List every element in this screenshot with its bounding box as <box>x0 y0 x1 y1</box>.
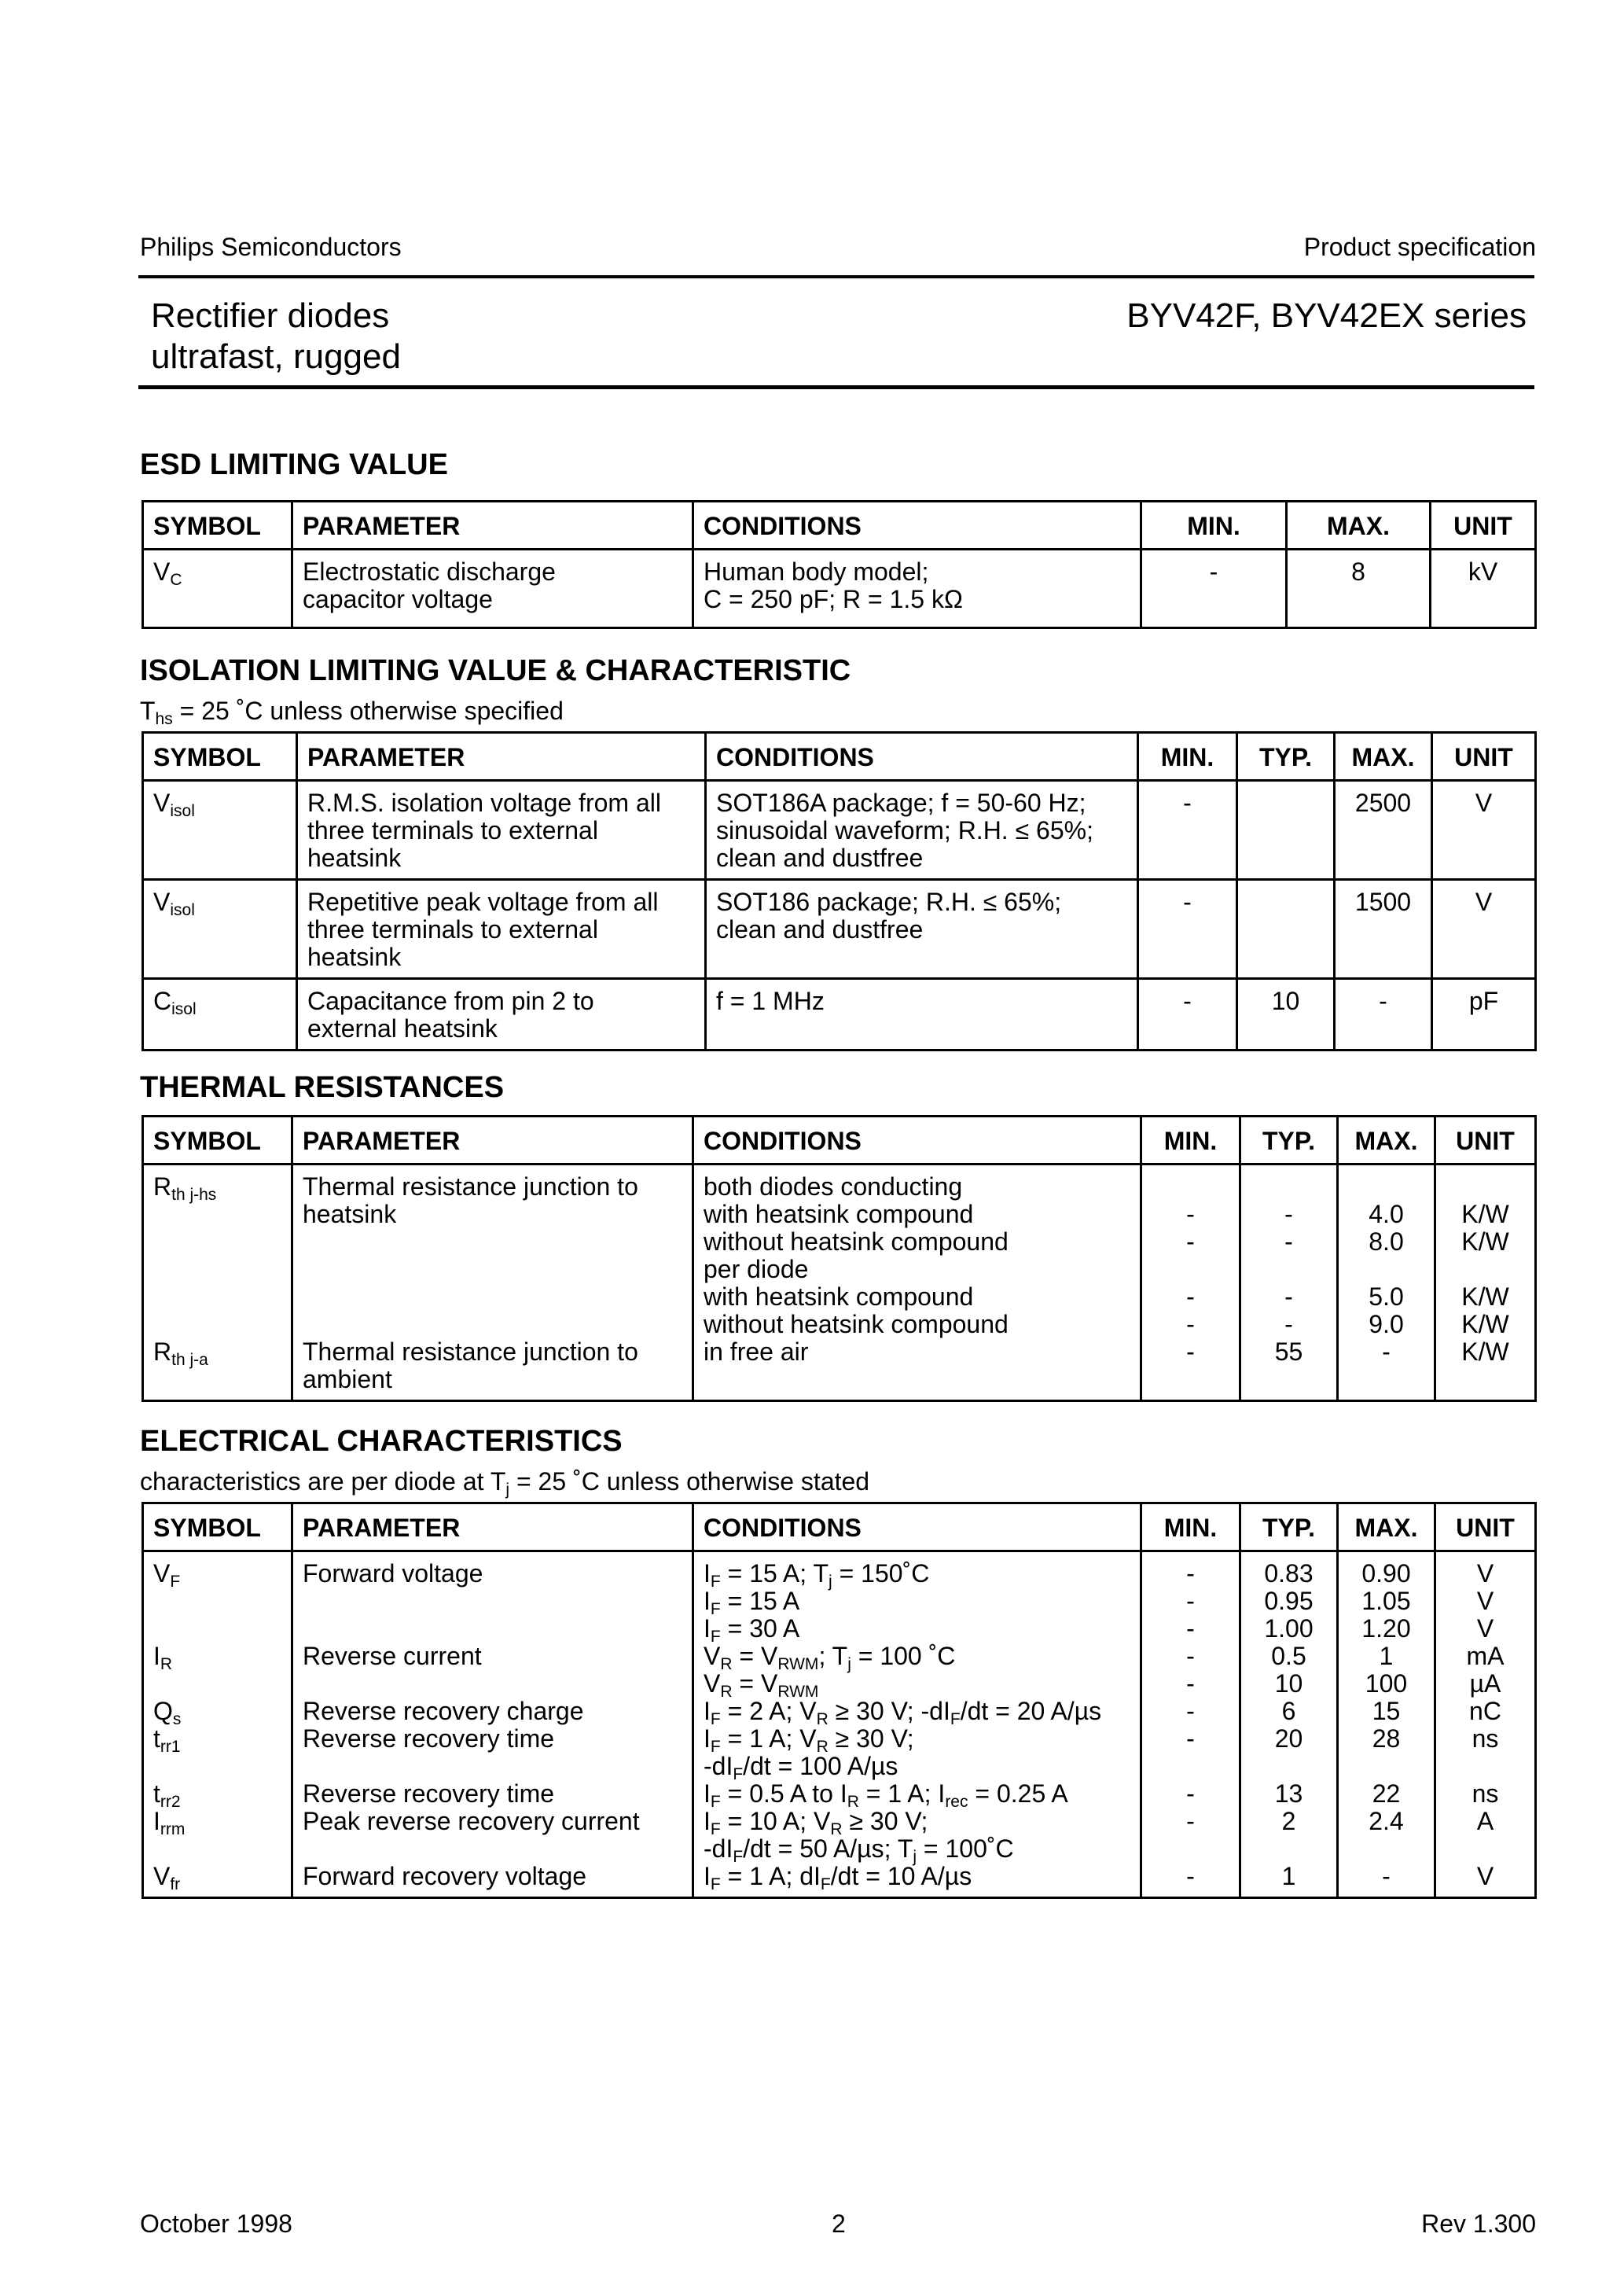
electrical-symbols <box>143 1551 292 1898</box>
electrical-condition: $I_F = 0.5$ A to $I_R = 1$ A; $I_{rec} = 0.25$ A <box>704 1779 1068 1811</box>
column-header: MIN. <box>1141 502 1287 550</box>
electrical-symbol: $Q_s$ <box>153 1697 182 1728</box>
column-header: UNIT <box>1435 1503 1536 1551</box>
isolation-symbol: $C_{isol}$ <box>143 979 297 1050</box>
electrical-condition: $I_F = 1$ A; $dI_F/dt = 10$ A/µs <box>704 1862 972 1893</box>
esd-parameter: Electrostatic discharge capacitor voltage <box>292 550 693 628</box>
electrical-symbol: $I_R$ <box>153 1642 173 1673</box>
isolation-min: - <box>1138 781 1237 880</box>
thermal-unit: K/W K/W K/W K/W K/W <box>1435 1165 1536 1401</box>
column-header: PARAMETER <box>292 1117 693 1165</box>
thermal-section-title: THERMAL RESISTANCES <box>140 1071 505 1104</box>
column-header: MIN. <box>1138 733 1237 781</box>
thermal-min: - - - - - <box>1141 1165 1240 1401</box>
electrical-row <box>143 1551 1536 1898</box>
column-header: MAX. <box>1335 733 1432 781</box>
column-header: MAX. <box>1287 502 1431 550</box>
column-header: PARAMETER <box>297 733 706 781</box>
isolation-header-row <box>143 733 1536 781</box>
thermal-parameters: Thermal resistance junction to heatsink Thermal resistance junction to ambient <box>292 1165 693 1401</box>
electrical-typ: 0.83 0.95 1.00 0.5 10 6 20 13 2 1 <box>1240 1551 1338 1898</box>
esd-unit: kV <box>1431 550 1536 628</box>
isolation-min: - <box>1138 880 1237 979</box>
thermal-header-row <box>143 1117 1536 1165</box>
column-header: SYMBOL <box>143 1117 292 1165</box>
electrical-condition-note: characteristics are per diode at $T_j = 25$ ˚C unless otherwise stated <box>140 1467 870 1499</box>
esd-row <box>143 550 1536 628</box>
electrical-max: 0.90 1.05 1.20 1 100 15 28 22 2.4 - <box>1338 1551 1435 1898</box>
isolation-parameter: Repetitive peak voltage from all three terminals to external heatsink <box>297 880 706 979</box>
electrical-condition: $-dI_F/dt = 50$ A/µs; $T_j$ = 100˚C <box>704 1834 1014 1866</box>
thermal-conditions: both diodes conducting with heatsink compound without heatsink compound per diode with heatsink compound without heatsink compound in free air <box>693 1165 1141 1401</box>
electrical-symbol: $I_{rrm}$ <box>153 1807 186 1838</box>
footer-date: October 1998 <box>140 2210 292 2238</box>
column-header: PARAMETER <box>292 502 693 550</box>
esd-header-row <box>143 502 1536 550</box>
isolation-max: 2500 <box>1335 781 1432 880</box>
column-header: TYP. <box>1240 1117 1338 1165</box>
column-header: MIN. <box>1141 1117 1240 1165</box>
column-header: CONDITIONS <box>693 1117 1141 1165</box>
isolation-typ: 10 <box>1237 979 1335 1050</box>
column-header: MIN. <box>1141 1503 1240 1551</box>
isolation-conditions: SOT186 package; R.H. ≤ 65%; clean and dustfree <box>706 880 1138 979</box>
electrical-symbol: $V_F$ <box>153 1559 181 1591</box>
electrical-symbol: $t_{rr2}$ <box>153 1779 181 1811</box>
header-rule-bottom <box>138 385 1534 389</box>
product-title-line1: Rectifier diodes <box>151 296 390 335</box>
footer-revision: Rev 1.300 <box>1421 2210 1536 2238</box>
esd-min: - <box>1141 550 1287 628</box>
isolation-table <box>141 731 1537 1051</box>
thermal-symbols: $R_{th j-hs}$ $R_{th j-a}$ <box>143 1165 292 1401</box>
column-header: UNIT <box>1431 502 1536 550</box>
isolation-min: - <box>1138 979 1237 1050</box>
electrical-symbol: $t_{rr1}$ <box>153 1724 181 1756</box>
column-header: CONDITIONS <box>693 502 1141 550</box>
isolation-condition-note: $T_{hs} = 25$ ˚C unless otherwise specified <box>140 697 564 728</box>
electrical-section-title: ELECTRICAL CHARACTERISTICS <box>140 1425 623 1458</box>
isolation-row <box>143 880 1536 979</box>
thermal-table <box>141 1115 1537 1402</box>
isolation-symbol: $V_{isol}$ <box>143 781 297 880</box>
electrical-condition: $I_F = 15$ A <box>704 1587 800 1618</box>
electrical-parameters: Forward voltage Reverse current Reverse recovery charge Reverse recovery time Reverse recovery time Peak reverse recovery current Forward recovery voltage <box>292 1551 693 1898</box>
electrical-condition: $V_R = V_{RWM}$; $T_j = 100$ ˚C <box>704 1642 956 1673</box>
document-type: Product specification <box>1303 233 1536 261</box>
electrical-condition: $I_F = 15$ A; $T_j$ = 150˚C <box>704 1559 930 1591</box>
isolation-conditions: SOT186A package; f = 50-60 Hz; sinusoidal waveform; R.H. ≤ 65%; clean and dustfree <box>706 781 1138 880</box>
column-header: MAX. <box>1338 1117 1435 1165</box>
isolation-unit: pF <box>1432 979 1536 1050</box>
column-header: PARAMETER <box>292 1503 693 1551</box>
isolation-unit: V <box>1432 781 1536 880</box>
column-header: SYMBOL <box>143 1503 292 1551</box>
isolation-conditions: f = 1 MHz <box>706 979 1138 1050</box>
isolation-max: - <box>1335 979 1432 1050</box>
electrical-conditions <box>693 1551 1141 1898</box>
isolation-typ <box>1237 781 1335 880</box>
column-header: MAX. <box>1338 1503 1435 1551</box>
electrical-min: - - - - - - - - - - <box>1141 1551 1240 1898</box>
esd-symbol: $V_C$ <box>143 550 292 628</box>
thermal-row <box>143 1165 1536 1401</box>
electrical-condition: $I_F = 2$ A; $V_R \ge 30$ V; $-dI_F/dt = 20$ A/µs <box>704 1697 1102 1728</box>
column-header: TYP. <box>1237 733 1335 781</box>
electrical-header-row <box>143 1503 1536 1551</box>
isolation-typ <box>1237 880 1335 979</box>
footer-page-number: 2 <box>832 2210 846 2238</box>
column-header: UNIT <box>1432 733 1536 781</box>
header-rule-top <box>138 275 1534 278</box>
electrical-table <box>141 1502 1537 1899</box>
isolation-row <box>143 979 1536 1050</box>
product-title-line2: ultrafast, rugged <box>151 337 401 376</box>
electrical-condition: $V_R = V_{RWM}$ <box>704 1669 819 1701</box>
column-header: SYMBOL <box>143 502 292 550</box>
esd-table <box>141 500 1537 629</box>
electrical-condition: $-dI_F/dt = 100$ A/µs <box>704 1752 898 1783</box>
column-header: CONDITIONS <box>693 1503 1141 1551</box>
electrical-condition: $I_F = 1$ A; $V_R \ge 30$ V; <box>704 1724 914 1756</box>
isolation-max: 1500 <box>1335 880 1432 979</box>
column-header: SYMBOL <box>143 733 297 781</box>
electrical-condition: $I_F = 30$ A <box>704 1614 800 1646</box>
product-title <box>151 296 401 377</box>
column-header: TYP. <box>1240 1503 1338 1551</box>
column-header: CONDITIONS <box>706 733 1138 781</box>
electrical-condition: $I_F = 10$ A; $V_R \ge 30$ V; <box>704 1807 928 1838</box>
isolation-row <box>143 781 1536 880</box>
isolation-parameter: Capacitance from pin 2 to external heatsink <box>297 979 706 1050</box>
isolation-unit: V <box>1432 880 1536 979</box>
electrical-unit: V V V mA µA nC ns ns A V <box>1435 1551 1536 1898</box>
esd-max: 8 <box>1287 550 1431 628</box>
isolation-symbol: $V_{isol}$ <box>143 880 297 979</box>
thermal-typ: - - - - 55 <box>1240 1165 1338 1401</box>
isolation-parameter: R.M.S. isolation voltage from all three terminals to external heatsink <box>297 781 706 880</box>
esd-section-title: ESD LIMITING VALUE <box>140 448 448 481</box>
company-name: Philips Semiconductors <box>140 233 402 261</box>
electrical-symbol: $V_{fr}$ <box>153 1862 181 1893</box>
column-header: UNIT <box>1435 1117 1536 1165</box>
thermal-max: 4.0 8.0 5.0 9.0 - <box>1338 1165 1435 1401</box>
esd-conditions: Human body model; C = 250 pF; R = 1.5 kΩ <box>693 550 1141 628</box>
isolation-section-title: ISOLATION LIMITING VALUE & CHARACTERISTIC <box>140 654 851 687</box>
series-name: BYV42F, BYV42EX series <box>1126 296 1527 335</box>
